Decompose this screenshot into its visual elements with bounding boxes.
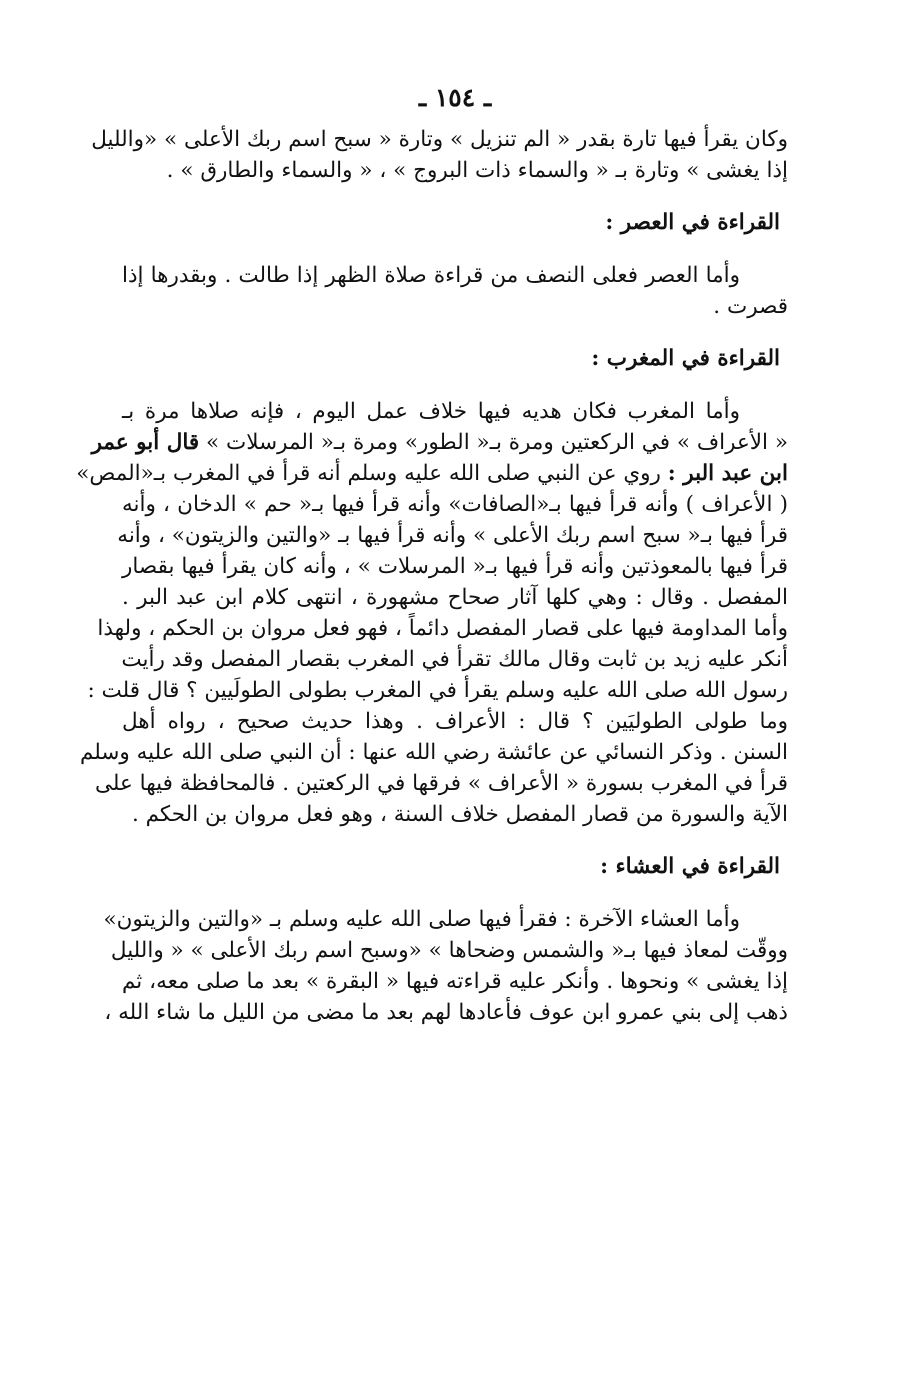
bold-phrase: ابن عبد البر : [667,461,788,486]
text-line: المفصل . وقال : وهي كلها آثار صحاح مشهورة ، انتهى كلام ابن عبد البر . [122,585,788,610]
text-line: قرأ فيها بالمعوذتين وأنه قرأ فيها بـ« المرسلات » ، وأنه كان يقرأ فيها بقصار [122,554,788,579]
bold-phrase: قال أبو عمر [91,430,200,455]
paragraph-maghrib [76,396,788,830]
page-number: ـ ١٥٤ ـ [418,83,492,112]
text-line: ( الأعراف ) وأنه قرأ فيها بـ«الصافات» وأنه قرأ فيها بـ« حم » الدخان ، وأنه [122,492,788,517]
text-line: وأما العصر فعلى النصف من قراءة صلاة الظهر إذا طالت . وبقدرها إذا [122,263,740,288]
text-line: وأما العشاء الآخرة : فقرأ فيها صلى الله عليه وسلم بـ «والتين والزيتون» [103,907,740,932]
paragraph-asr [122,260,788,322]
text-span: روي عن النبي صلى الله عليه وسلم أنه قرأ في المغرب بـ«المص» [76,461,661,486]
text-line: وما طولى الطوليَين ؟ قال : الأعراف . وهذا حديث صحيح ، رواه أهل [122,709,788,734]
text-line: قصرت . [713,294,788,319]
heading-isha: القراءة في العشاء : [600,854,780,879]
text-span: « الأعراف » في الركعتين ومرة بـ« الطور» ومرة بـ« المرسلات » [199,430,788,455]
paragraph-continuation [91,124,788,186]
heading-asr: القراءة في العصر : [605,210,780,235]
text-line: ذهب إلى بني عمرو ابن عوف فأعادها لهم بعد ما مضى من الليل ما شاء الله ، [104,1000,788,1025]
paragraph-isha [103,904,788,1028]
text-line: إذا يغشى » وتارة بـ « والسماء ذات البروج » ، « والسماء والطارق » . [166,158,788,183]
text-line: وأما المغرب فكان هديه فيها خلاف عمل اليوم ، فإنه صلاها مرة بـ [122,399,740,424]
text-line: رسول الله صلى الله عليه وسلم يقرأ في المغرب بطولى الطولَيين ؟ قال قلت : [87,678,788,703]
text-line: قرأ في المغرب بسورة « الأعراف » فرقها في الركعتين . فالمحافظة فيها على [94,771,788,796]
text-line-with-bold [76,458,788,489]
text-line: أنكر عليه زيد بن ثابت وقال مالك تقرأ في المغرب بقصار المفصل وقد رأيت [121,647,788,672]
text-line: ووقّت لمعاذ فيها بـ« والشمس وضحاها » «وسبح اسم ربك الأعلى » « والليل [110,938,788,963]
text-line: السنن . وذكر النسائي عن عائشة رضي الله عنها : أن النبي صلى الله عليه وسلم [79,740,788,765]
text-line: وأما المداومة فيها على قصار المفصل دائماً ، فهو فعل مروان بن الحكم ، ولهذا [97,616,788,641]
text-line: وكان يقرأ فيها تارة بقدر « الم تنزيل » وتارة « سبح اسم ربك الأعلى » «والليل [91,127,788,152]
text-line: الآية والسورة من قصار المفصل خلاف السنة ، وهو فعل مروان بن الحكم . [131,802,788,827]
heading-maghrib: القراءة في المغرب : [591,346,780,371]
text-line: قرأ فيها بـ« سبح اسم ربك الأعلى » وأنه قرأ فيها بـ «والتين والزيتون» ، وأنه [117,523,788,548]
text-line: إذا يغشى » ونحوها . وأنكر عليه قراءته فيها « البقرة » بعد ما صلى معه، ثم [122,969,788,994]
text-line-with-bold [91,427,788,458]
